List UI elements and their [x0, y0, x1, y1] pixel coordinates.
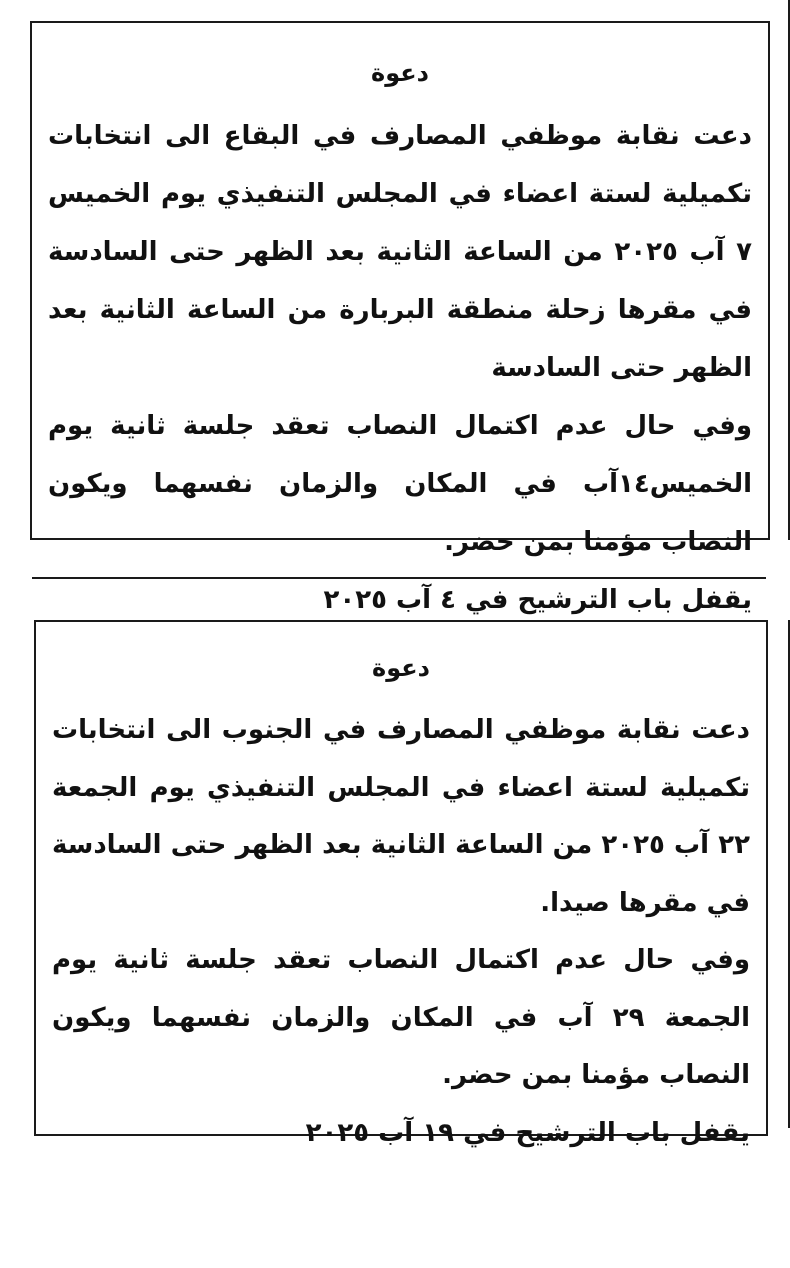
- notice-box-south: [34, 620, 768, 1148]
- notice-title: دعوة: [372, 654, 430, 682]
- notice-quorum-paragraph: وفي حال عدم اكتمال النصاب تعقد جلسة ثانية يوم الخميس١٤آب في المكان والزمان نفسهما ويكون النصاب مؤمنا بمن حضر.: [48, 411, 752, 557]
- notice-quorum-paragraph: وفي حال عدم اكتمال النصاب تعقد جلسة ثانية يوم الجمعة ٢٩ آب في المكان والزمان نفسهما ويكون النصاب مؤمنا بمن حضر.: [52, 945, 751, 1090]
- section-divider: [32, 577, 766, 579]
- notice-box-bekaa: [30, 21, 770, 615]
- notice-title: دعوة: [371, 59, 429, 87]
- notice-body-paragraph: دعت نقابة موظفي المصارف في الجنوب الى انتخابات تكميلية لستة اعضاء في المجلس التنفيذي يوم الجمعة ٢٢ آب ٢٠٢٥ من الساعة الثانية بعد الظهر حتى السادسة في مقرها صيدا.: [52, 715, 750, 918]
- notice-deadline: يقفل باب الترشيح في ١٩ آب ٢٠٢٥: [305, 1117, 750, 1148]
- notice-body-paragraph: دعت نقابة موظفي المصارف في البقاع الى انتخابات تكميلية لستة اعضاء في المجلس التنفيذي يوم الخميس ٧ آب ٢٠٢٥ من الساعة الثانية بعد الظهر حتى السادسة في مقرها زحلة منطقة البربارة من الساعة الثانية بعد الظهر حتى السادسة: [48, 121, 752, 383]
- notice-deadline: يقفل باب الترشيح في ٤ آب ٢٠٢٥: [323, 585, 752, 615]
